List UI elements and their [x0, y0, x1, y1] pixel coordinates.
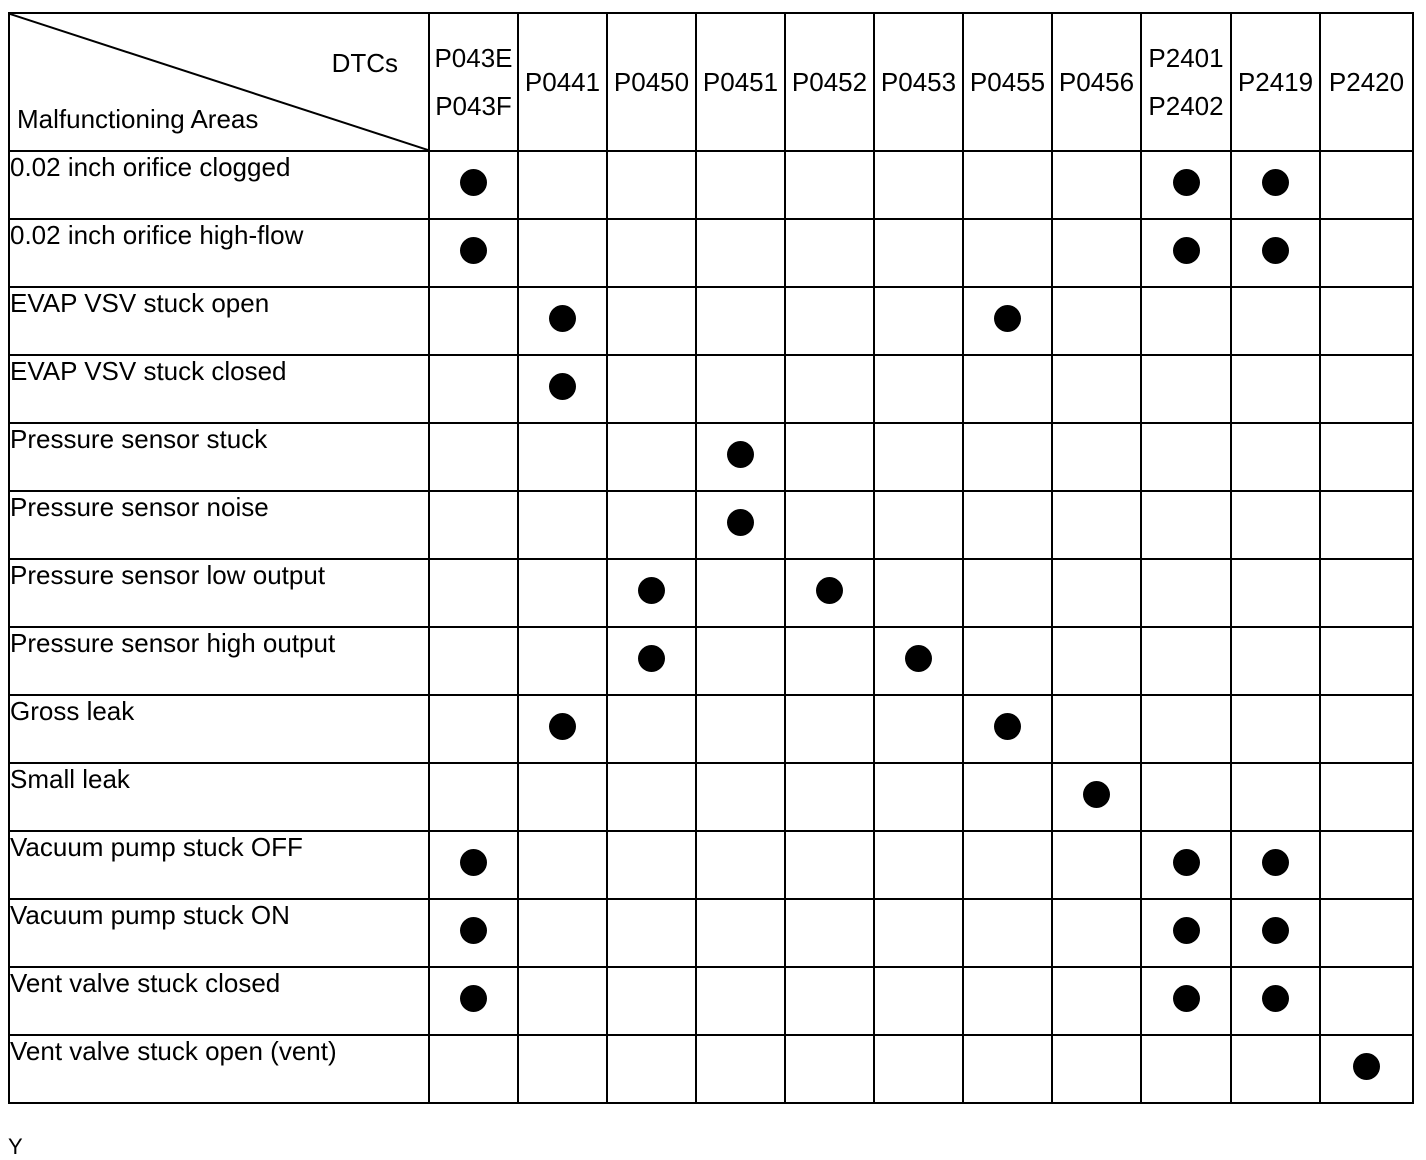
- matrix-cell: [429, 831, 518, 899]
- applicable-dot-icon: [460, 169, 487, 196]
- matrix-cell: [607, 763, 696, 831]
- matrix-cell: [607, 559, 696, 627]
- matrix-cell: [429, 491, 518, 559]
- dtc-column-header: [785, 13, 874, 151]
- matrix-cell: [518, 151, 607, 219]
- corner-header-cell: [9, 13, 429, 151]
- matrix-cell: [874, 287, 963, 355]
- malfunction-area-label: Pressure sensor noise: [9, 491, 429, 559]
- table-row: [9, 287, 1413, 355]
- matrix-cell: [607, 151, 696, 219]
- matrix-cell: [518, 763, 607, 831]
- dtc-code: P2401: [1148, 43, 1224, 73]
- header-row: [9, 13, 1413, 151]
- matrix-cell: [874, 831, 963, 899]
- matrix-cell: [696, 831, 785, 899]
- matrix-cell: [1320, 355, 1413, 423]
- matrix-cell: [785, 695, 874, 763]
- matrix-cell: [874, 559, 963, 627]
- applicable-dot-icon: [1173, 985, 1200, 1012]
- matrix-cell: [1231, 695, 1320, 763]
- matrix-cell: [1231, 831, 1320, 899]
- matrix-cell: [1231, 763, 1320, 831]
- matrix-cell: [429, 627, 518, 695]
- applicable-dot-icon: [638, 577, 665, 604]
- matrix-cell: [874, 967, 963, 1035]
- matrix-cell: [696, 967, 785, 1035]
- applicable-dot-icon: [994, 713, 1021, 740]
- matrix-cell: [696, 627, 785, 695]
- malfunction-area-label: EVAP VSV stuck open: [9, 287, 429, 355]
- dtc-column-header: [874, 13, 963, 151]
- matrix-cell: [518, 695, 607, 763]
- table-row: [9, 899, 1413, 967]
- malfunction-area-label: Small leak: [9, 763, 429, 831]
- dtc-code: P0451: [702, 67, 779, 97]
- matrix-cell: [1231, 219, 1320, 287]
- matrix-cell: [518, 831, 607, 899]
- matrix-cell: [518, 627, 607, 695]
- matrix-cell: [963, 559, 1052, 627]
- matrix-cell: [963, 899, 1052, 967]
- matrix-cell: [1231, 423, 1320, 491]
- matrix-cell: [696, 899, 785, 967]
- matrix-cell: [429, 695, 518, 763]
- matrix-cell: [874, 151, 963, 219]
- matrix-cell: [1141, 695, 1231, 763]
- matrix-cell: [785, 831, 874, 899]
- table-row: [9, 763, 1413, 831]
- matrix-cell: [785, 967, 874, 1035]
- dtc-code: P2402: [1148, 91, 1224, 121]
- dtc-malfunction-table: [8, 12, 1414, 1104]
- matrix-cell: [874, 899, 963, 967]
- matrix-cell: [1320, 151, 1413, 219]
- matrix-cell: [696, 695, 785, 763]
- matrix-cell: [963, 151, 1052, 219]
- matrix-cell: [963, 491, 1052, 559]
- dtc-column-header: [963, 13, 1052, 151]
- matrix-cell: [696, 559, 785, 627]
- matrix-cell: [785, 491, 874, 559]
- table-row: [9, 695, 1413, 763]
- matrix-cell: [874, 219, 963, 287]
- matrix-cell: [518, 967, 607, 1035]
- table-row: [9, 1035, 1413, 1103]
- matrix-cell: [1141, 559, 1231, 627]
- matrix-cell: [518, 559, 607, 627]
- matrix-cell: [1052, 695, 1141, 763]
- dtc-column-header: [1052, 13, 1141, 151]
- matrix-cell: [785, 1035, 874, 1103]
- applicable-dot-icon: [549, 305, 576, 332]
- matrix-cell: [785, 763, 874, 831]
- matrix-cell: [1052, 1035, 1141, 1103]
- matrix-cell: [874, 695, 963, 763]
- matrix-cell: [963, 287, 1052, 355]
- matrix-cell: [1320, 491, 1413, 559]
- dtc-column-header: [1231, 13, 1320, 151]
- matrix-cell: [1052, 151, 1141, 219]
- matrix-cell: [874, 627, 963, 695]
- matrix-cell: [696, 219, 785, 287]
- matrix-cell: [1052, 287, 1141, 355]
- matrix-cell: [1231, 287, 1320, 355]
- matrix-cell: [518, 1035, 607, 1103]
- matrix-cell: [1231, 967, 1320, 1035]
- matrix-cell: [607, 287, 696, 355]
- matrix-cell: [518, 491, 607, 559]
- matrix-cell: [1141, 763, 1231, 831]
- matrix-cell: [1052, 559, 1141, 627]
- matrix-cell: [874, 355, 963, 423]
- applicable-dot-icon: [727, 441, 754, 468]
- matrix-cell: [696, 763, 785, 831]
- matrix-cell: [429, 763, 518, 831]
- matrix-cell: [1231, 491, 1320, 559]
- matrix-cell: [607, 831, 696, 899]
- matrix-cell: [963, 695, 1052, 763]
- matrix-cell: [1052, 423, 1141, 491]
- table-row: [9, 831, 1413, 899]
- applicable-dot-icon: [1173, 917, 1200, 944]
- dtc-code: P0456: [1058, 67, 1135, 97]
- matrix-cell: [429, 287, 518, 355]
- matrix-cell: [1052, 491, 1141, 559]
- table-body: [9, 151, 1413, 1103]
- matrix-cell: [1231, 627, 1320, 695]
- matrix-cell: [1141, 1035, 1231, 1103]
- matrix-cell: [607, 491, 696, 559]
- matrix-cell: [785, 559, 874, 627]
- matrix-cell: [1231, 559, 1320, 627]
- matrix-cell: [785, 151, 874, 219]
- matrix-cell: [963, 355, 1052, 423]
- malfunction-area-label: Vent valve stuck open (vent): [9, 1035, 429, 1103]
- applicable-dot-icon: [638, 645, 665, 672]
- matrix-cell: [1320, 695, 1413, 763]
- matrix-cell: [1320, 627, 1413, 695]
- matrix-cell: [874, 1035, 963, 1103]
- dtc-code: P0453: [880, 67, 957, 97]
- matrix-cell: [696, 287, 785, 355]
- applicable-dot-icon: [1353, 1053, 1380, 1080]
- dtc-code: P0450: [613, 67, 690, 97]
- dtc-column-header: [1141, 13, 1231, 151]
- matrix-cell: [1320, 831, 1413, 899]
- matrix-cell: [1052, 763, 1141, 831]
- matrix-cell: [607, 219, 696, 287]
- applicable-dot-icon: [727, 509, 754, 536]
- matrix-cell: [696, 1035, 785, 1103]
- matrix-cell: [696, 355, 785, 423]
- applicable-dot-icon: [549, 713, 576, 740]
- matrix-cell: [963, 831, 1052, 899]
- matrix-cell: [874, 763, 963, 831]
- matrix-cell: [607, 899, 696, 967]
- table-row: [9, 559, 1413, 627]
- dtc-code: P2419: [1237, 67, 1314, 97]
- matrix-cell: [429, 559, 518, 627]
- matrix-cell: [874, 491, 963, 559]
- matrix-cell: [963, 219, 1052, 287]
- malfunction-area-label: Vacuum pump stuck ON: [9, 899, 429, 967]
- matrix-cell: [429, 151, 518, 219]
- matrix-cell: [1141, 831, 1231, 899]
- matrix-cell: [874, 423, 963, 491]
- matrix-cell: [518, 355, 607, 423]
- dtcs-label: DTCs: [331, 48, 398, 78]
- matrix-cell: [963, 1035, 1052, 1103]
- matrix-cell: [607, 355, 696, 423]
- matrix-cell: [1052, 355, 1141, 423]
- matrix-cell: [1141, 151, 1231, 219]
- matrix-cell: [607, 627, 696, 695]
- matrix-cell: [785, 627, 874, 695]
- matrix-cell: [1320, 219, 1413, 287]
- matrix-cell: [785, 899, 874, 967]
- matrix-cell: [1052, 831, 1141, 899]
- malfunction-area-label: 0.02 inch orifice clogged: [9, 151, 429, 219]
- dtc-column-header: [429, 13, 518, 151]
- matrix-cell: [1141, 219, 1231, 287]
- applicable-dot-icon: [1262, 985, 1289, 1012]
- matrix-cell: [429, 355, 518, 423]
- dtc-code: P0441: [524, 67, 601, 97]
- applicable-dot-icon: [1262, 917, 1289, 944]
- dtc-code: P0452: [791, 67, 868, 97]
- matrix-cell: [1052, 219, 1141, 287]
- table-row: [9, 219, 1413, 287]
- dtc-column-header: [607, 13, 696, 151]
- matrix-cell: [1231, 1035, 1320, 1103]
- applicable-dot-icon: [1262, 169, 1289, 196]
- matrix-cell: [1141, 627, 1231, 695]
- dtc-code: P043E: [434, 43, 513, 73]
- dtc-column-header: [696, 13, 785, 151]
- applicable-dot-icon: [460, 849, 487, 876]
- matrix-cell: [1141, 899, 1231, 967]
- table-row: [9, 355, 1413, 423]
- matrix-cell: [1231, 355, 1320, 423]
- applicable-dot-icon: [460, 917, 487, 944]
- applicable-dot-icon: [994, 305, 1021, 332]
- matrix-cell: [1141, 967, 1231, 1035]
- matrix-cell: [1320, 967, 1413, 1035]
- matrix-cell: [963, 763, 1052, 831]
- malfunction-area-label: Pressure sensor low output: [9, 559, 429, 627]
- figure-code: Y: [8, 1134, 23, 1159]
- applicable-dot-icon: [1262, 237, 1289, 264]
- dtc-code: P2420: [1328, 67, 1405, 97]
- matrix-cell: [785, 287, 874, 355]
- malfunction-area-label: Vacuum pump stuck OFF: [9, 831, 429, 899]
- matrix-cell: [785, 423, 874, 491]
- matrix-cell: [1141, 355, 1231, 423]
- table-row: [9, 627, 1413, 695]
- applicable-dot-icon: [1173, 849, 1200, 876]
- matrix-cell: [1320, 423, 1413, 491]
- malfunction-area-label: Pressure sensor stuck: [9, 423, 429, 491]
- dtc-code: P043F: [435, 91, 512, 121]
- matrix-cell: [1141, 287, 1231, 355]
- matrix-cell: [1231, 151, 1320, 219]
- matrix-cell: [1231, 899, 1320, 967]
- applicable-dot-icon: [460, 985, 487, 1012]
- applicable-dot-icon: [1173, 237, 1200, 264]
- matrix-cell: [963, 967, 1052, 1035]
- matrix-cell: [429, 899, 518, 967]
- matrix-cell: [696, 423, 785, 491]
- table-row: [9, 423, 1413, 491]
- malfunction-area-label: Vent valve stuck closed: [9, 967, 429, 1035]
- malfunction-area-label: 0.02 inch orifice high-flow: [9, 219, 429, 287]
- matrix-cell: [1320, 763, 1413, 831]
- matrix-cell: [1141, 423, 1231, 491]
- matrix-cell: [518, 423, 607, 491]
- table-row: [9, 967, 1413, 1035]
- malfunction-area-label: Gross leak: [9, 695, 429, 763]
- matrix-cell: [1320, 559, 1413, 627]
- applicable-dot-icon: [549, 373, 576, 400]
- dtc-code: P0455: [969, 67, 1046, 97]
- matrix-cell: [1320, 287, 1413, 355]
- dtc-column-header: [518, 13, 607, 151]
- matrix-cell: [785, 219, 874, 287]
- matrix-cell: [963, 627, 1052, 695]
- malfunctioning-areas-label: Malfunctioning Areas: [17, 104, 259, 134]
- matrix-cell: [1052, 627, 1141, 695]
- matrix-cell: [607, 423, 696, 491]
- matrix-cell: [429, 1035, 518, 1103]
- matrix-cell: [1320, 899, 1413, 967]
- matrix-cell: [518, 219, 607, 287]
- applicable-dot-icon: [460, 237, 487, 264]
- applicable-dot-icon: [1262, 849, 1289, 876]
- matrix-cell: [518, 287, 607, 355]
- matrix-cell: [696, 151, 785, 219]
- matrix-cell: [607, 695, 696, 763]
- matrix-cell: [963, 423, 1052, 491]
- malfunction-area-label: Pressure sensor high output: [9, 627, 429, 695]
- matrix-cell: [1320, 1035, 1413, 1103]
- matrix-cell: [696, 491, 785, 559]
- matrix-cell: [1052, 967, 1141, 1035]
- dtc-column-header: [1320, 13, 1413, 151]
- applicable-dot-icon: [816, 577, 843, 604]
- applicable-dot-icon: [1083, 781, 1110, 808]
- malfunction-area-label: EVAP VSV stuck closed: [9, 355, 429, 423]
- applicable-dot-icon: [1173, 169, 1200, 196]
- applicable-dot-icon: [905, 645, 932, 672]
- table-row: [9, 491, 1413, 559]
- matrix-cell: [607, 1035, 696, 1103]
- matrix-cell: [429, 219, 518, 287]
- matrix-cell: [785, 355, 874, 423]
- matrix-cell: [607, 967, 696, 1035]
- matrix-cell: [1141, 491, 1231, 559]
- table-row: [9, 151, 1413, 219]
- matrix-cell: [429, 967, 518, 1035]
- matrix-cell: [1052, 899, 1141, 967]
- matrix-cell: [518, 899, 607, 967]
- matrix-cell: [429, 423, 518, 491]
